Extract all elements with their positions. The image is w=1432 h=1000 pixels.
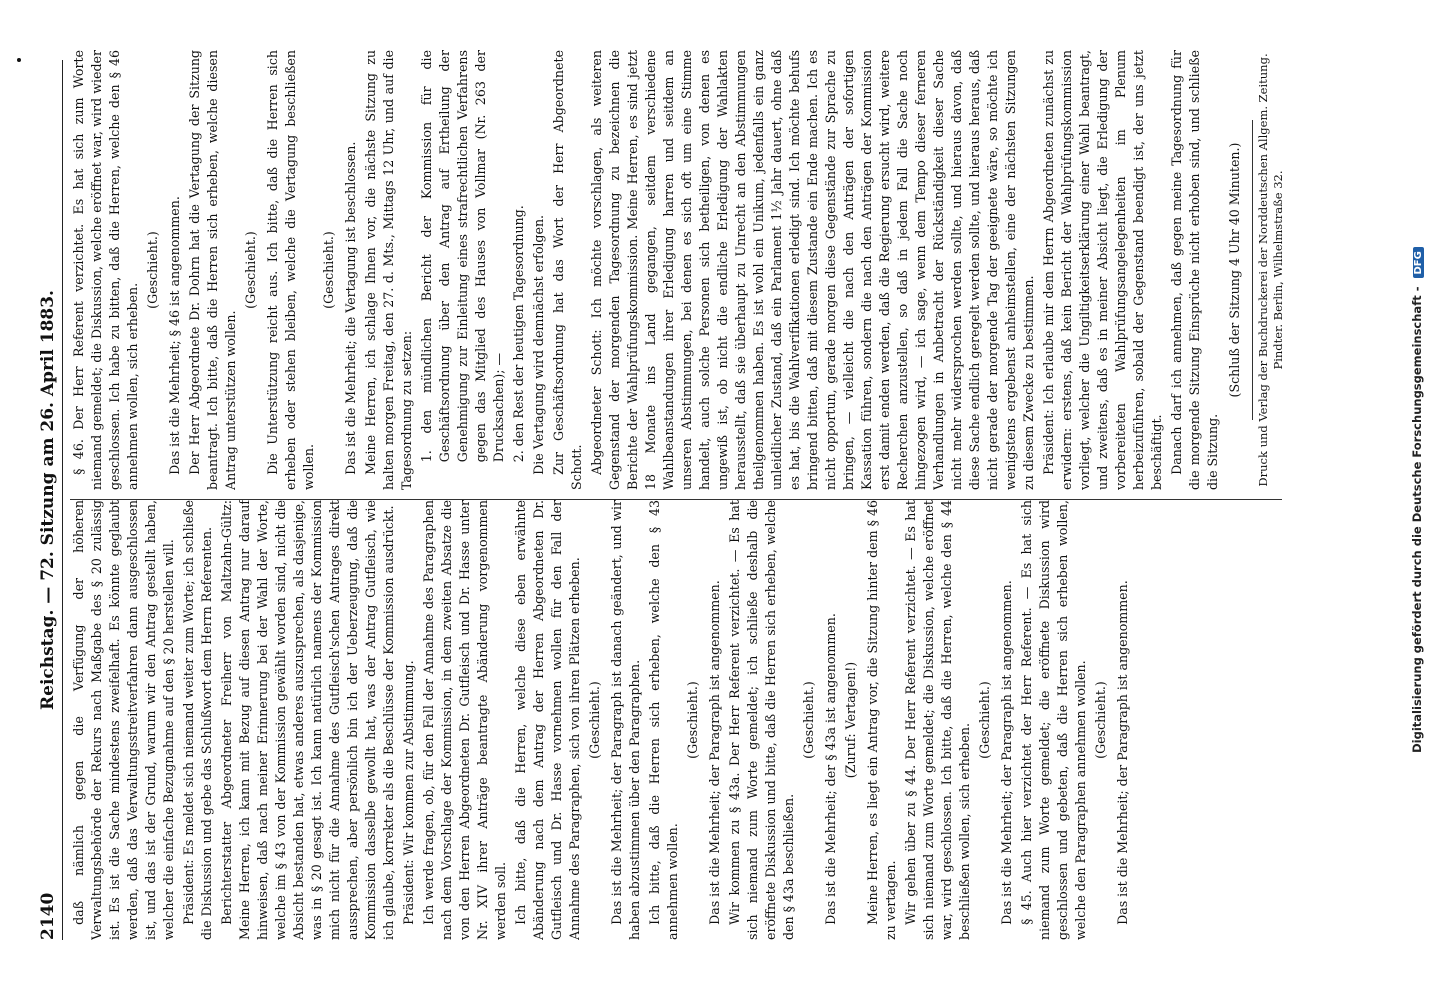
paragraph: Das ist die Mehrheit; der Paragraph ist danach geändert, und wir haben abzustimmen über den Paragraphen. bbox=[609, 500, 642, 940]
paragraph: Das ist die Mehrheit; § 46 ist angenommen. bbox=[167, 196, 182, 475]
stage-direction: (Geschieht.) bbox=[1093, 681, 1108, 759]
paragraph: § 45. Auch hier verzichtet der Herr Referent. — Es hat sich niemand zum Worte gemeldet; die eröffnete Diskussion wird geschlossen und gebeten, daß die Herren sich erheben wollen, welche den Paragraphen annehmen wollen. bbox=[1019, 500, 1088, 940]
paragraph: Das ist die Mehrheit; der Paragraph ist angenommen. bbox=[1115, 580, 1130, 925]
paragraph: Präsident: Wir kommen zur Abstimmung. bbox=[401, 660, 416, 925]
paragraph: Das ist die Mehrheit; der Paragraph ist angenommen. bbox=[999, 580, 1014, 925]
paragraph: Danach darf ich annehmen, daß gegen meine Tagesordnung für die morgende Sitzung Einsprüche nicht erhoben sind, und schließe die Sitzung. bbox=[1169, 50, 1220, 490]
imprint-divider bbox=[1252, 120, 1253, 420]
paragraph: Ich werde fragen, ob, für den Fall der Annahme des Paragraphen nach dem Vorschlage der Kommission, in dem zweiten Absatze die von den Herren Abgeordneten Dr. Gutfleisch und Dr. Hasse unter Nr. XIV ihrer Anträge beantragte Abänderung vorgenommen werden soll. bbox=[421, 500, 508, 940]
page-header bbox=[36, 60, 63, 940]
paragraph: Das ist die Mehrheit; der § 43a ist angenommen. bbox=[823, 613, 838, 925]
stage-direction: (Geschieht.) bbox=[587, 681, 602, 759]
agenda-item: 2. den Rest der heutigen Tagesordnung. bbox=[511, 205, 526, 463]
paragraph: Die Unterstützung reicht aus. Ich bitte, daß die Herren sich erheben oder stehen bleiben, welche die Vertagung beschließen wollen. bbox=[265, 50, 316, 490]
paragraph: Berichterstatter Abgeordneter Freiherr von Maltzahn-Gültz: Meine Herren, ich kann mit Bezug auf diesen Antrag nur darauf hinweisen, daß nach meiner Erinnerung bei der Wahl der Worte, welche im § 43 von der Kommission gewählt worden sind, nicht die Absicht bestanden hat, etwas anderes auszusprechen, als dasjenige, was in § 20 gesagt ist. Ich kann natürlich namens der Kommission mich nicht für die Annahme des Gutfleisch'schen Antrages direkt aussprechen, aber persönlich bin ich der Ueberzeugung, daß die Kommission dasselbe gewollt hat, was der Antrag Gutfleisch, wie ich glaube, korrekter als die Beschlüsse der Kommission ausdrückt. bbox=[219, 500, 396, 940]
paragraph: § 46. Der Herr Referent verzichtet. Es hat sich zum Worte niemand gemeldet; die Diskussion, welche eröffnet war, wird wieder geschlossen. Ich habe zu bitten, daß die Herren, welche den § 46 annehmen wollen, sich erheben. bbox=[71, 50, 140, 490]
agenda-item: 1. den mündlichen Bericht der Kommission für die Geschäftsordnung über den Antrag auf Ertheilung der Genehmigung zur Einleitung eines strafrechtlichen Verfahrens gegen das Mitglied des Hauses von Vollmar (Nr. 263 der Drucksachen); — bbox=[419, 50, 506, 463]
paragraph: Wir kommen zu § 43a. Der Herr Referent verzichtet. — Es hat sich niemand zum Worte gemeldet; ich schließe deshalb die eröffnete Diskussion und bitte, daß die Herren sich erheben, welche den § 43a beschließen. bbox=[727, 500, 796, 940]
page-title: Reichstag. — 72. Sitzung am 26. April 1883. bbox=[38, 290, 58, 710]
stage-direction: (Zuruf: Vertagen!) bbox=[843, 661, 858, 779]
paragraph: Das ist die Mehrheit; der Paragraph ist angenommen. bbox=[707, 580, 722, 925]
stage-direction: (Geschieht.) bbox=[243, 231, 258, 309]
paragraph: daß nämlich gegen die Verfügung der höheren Verwaltungsbehörde der Rekurs nach Maßgabe des § 20 zulässig ist. Es ist die Sache mindestens zweifelhaft. Es könnte geglaubt werden, daß das Verwaltungsstreitverfahren dann ausgeschlossen ist, und das ist der Grund, warum wir den Antrag gestellt haben, welcher die einfache Bezugnahme auf den § 20 herstellen will. bbox=[71, 500, 176, 940]
paragraph: Zur Geschäftsordnung hat das Wort der Herr Abgeordnete Schott. bbox=[551, 50, 584, 490]
paragraph: Ich bitte, daß die Herren, welche diese eben erwähnte Abänderung nach dem Antrag der Herren Abgeordneten Dr. Gutfleisch und Dr. Hasse vornehmen wollen für den Fall der Annahme des Paragraphen, sich von ihren Plätzen erheben. bbox=[513, 500, 582, 940]
stage-direction: (Geschieht.) bbox=[977, 681, 992, 759]
paragraph: Präsident: Ich erlaube mir dem Herrn Abgeordneten zunächst zu erwidern: erstens, daß kein Bericht der Wahlprüfungskommission vorliegt, welcher die Ungiltigkeitserklärung einer Wahl beantragt, und zweitens, daß es in meiner Absicht liegt, die Erledigung der vorbereiteten Wahlprüfungsangelegenheiten im Plenum herbeizuführen, sobald der Gegenstand beendigt ist, der uns jetzt beschäftigt. bbox=[1041, 50, 1164, 490]
credit-text: Digitalisierung gefördert durch die Deutsche Forschungsgemeinschaft - bbox=[1410, 286, 1424, 753]
page-number: 2140 bbox=[38, 892, 58, 940]
paragraph: Das ist die Mehrheit; die Vertagung ist beschlossen. bbox=[343, 141, 358, 475]
paragraph: Die Vertagung wird demnächst erfolgen. bbox=[531, 214, 546, 475]
paragraph: Meine Herren, ich schlage Ihnen vor, die nächste Sitzung zu halten morgen Freitag, den 27. d. Mts., Mittags 12 Uhr, und auf die Tagesordnung zu setzen: bbox=[363, 50, 414, 490]
stage-direction: (Geschieht.) bbox=[145, 231, 160, 309]
right-column bbox=[70, 50, 1292, 490]
paragraph: Meine Herren, es liegt ein Antrag vor, die Sitzung hinter dem § 46 zu vertagen. bbox=[865, 500, 898, 940]
left-column bbox=[70, 500, 1292, 940]
paragraph: Der Herr Abgeordnete Dr. Dohrn hat die Vertagung der Sitzung beantragt. Ich bitte, daß die Herren sich erheben, welche diesen Antrag unterstützen wollen. bbox=[187, 50, 238, 490]
printer-imprint: Druck und Verlag der Buchdruckerei der Norddeutschen Allgem. Zeitung. Pindter. Berlin, Wilhelmstraße 32. bbox=[1256, 53, 1285, 487]
stage-direction: (Geschieht.) bbox=[321, 231, 336, 309]
digitization-credit bbox=[1410, 120, 1424, 880]
paragraph: Präsident: Es meldet sich niemand weiter zum Worte; ich schließe die Diskussion und gebe das Schlußwort dem Herrn Referenten. bbox=[181, 500, 214, 940]
session-closing: (Schluß der Sitzung 4 Uhr 40 Minuten.) bbox=[1227, 142, 1242, 398]
stage-direction: (Geschieht.) bbox=[685, 681, 700, 759]
paragraph: Abgeordneter Schott: Ich möchte vorschlagen, als weiteren Gegenstand der morgenden Tagesordnung zu bezeichnen die Berichte der Wahlprüfungskommission. Meine Herren, es sind jetzt 18 Monate ins Land gegangen, seitdem verschiedene Wahlbeanstandungen ihrer Erledigung harren und seitdem an unseren Abstimmungen, bei denen es sich oft um eine Stimme handelt, auch solche Personen sich betheiligen, von denen es ungewiß ist, ob nicht die endliche Erledigung der Wahlakten herausstellt, daß sie überhaupt zu Unrecht an den Abstimmungen theilgenommen haben. Es ist wohl ein Unikum, jedenfalls ein ganz unleidlicher Zustand, daß ein Parlament 1½ Jahr dauert, ohne daß es hat, bis die Wahlverifikationen erledigt sind. Ich möchte behufs bringend bitten, daß mit diesem Zustande ein Ende machen. Ich es nicht opportun, gerade morgen diese Gegenstände zur Sprache zu bringen, — vielleicht die nach den Anträgen der sofortigen Kassation führen, sondern die nach den Anträgen der Kommission erst damit enden werden, daß die Regierung ersucht wird, weitere Recherchen anzustellen, so daß in jedem Fall die Sache noch hingezogen wird, — ich sage, wenn dem Tempo dieser ferneren Verhandlungen in Anbetracht der Rückständigkeit dieser Sache nicht mehr widersprochen werden sollte, und hieraus davon, daß diese Sache endlich geregelt werden sollte, und hieraus heraus, daß nicht gerade der morgende Tag der geeignete wäre, so möchte ich wenigstens ergebenst anheimstellen, eine der nächsten Sitzungen zu diesem Zwecke zu bestimmen. bbox=[589, 50, 1036, 490]
paragraph: Ich bitte, daß die Herren sich erheben, welche den § 43 annehmen wollen. bbox=[647, 500, 680, 940]
dfg-logo: DFG bbox=[1413, 247, 1424, 278]
paragraph: Wir gehen über zu § 44. Der Herr Referent verzichtet. — Es hat sich niemand zum Worte gemeldet; die Diskussion, welche eröffnet war, wird geschlossen. Ich bitte, daß die Herren, welche den § 44 beschließen wollen, sich erheben. bbox=[903, 500, 972, 940]
stage-direction: (Geschieht.) bbox=[801, 681, 816, 759]
column-divider bbox=[70, 499, 1282, 500]
